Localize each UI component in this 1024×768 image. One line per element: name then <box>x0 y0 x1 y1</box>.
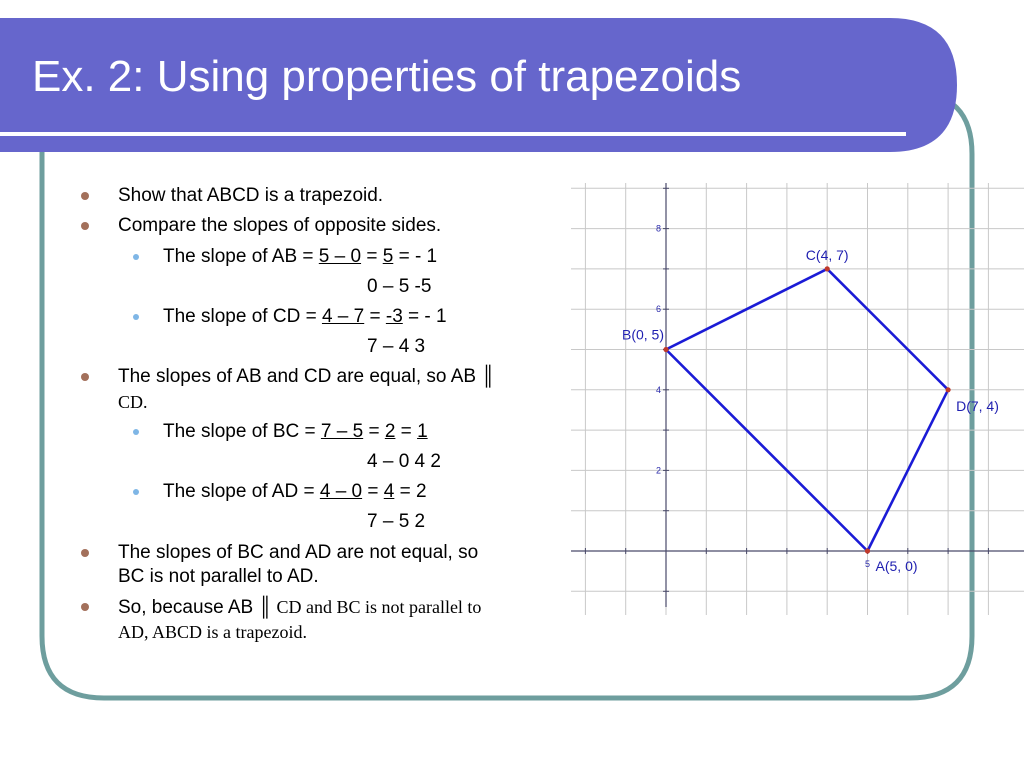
bullet-conclusion: So, because AB ║ CD and BC is not parallel to <box>118 597 482 618</box>
bullet-slope-ad: The slope of AD = 4 – 0 = 4 = 2 <box>163 481 427 502</box>
x-tick-label: 5 <box>864 559 871 569</box>
point-c <box>825 266 830 271</box>
point-label-d: D(7, 4) <box>956 397 999 414</box>
bullet-show-trapezoid: Show that ABCD is a trapezoid. <box>118 185 384 206</box>
slope-bc-denominator: 4 – 0 4 2 <box>367 451 441 472</box>
point-a <box>865 548 870 553</box>
slope-cd-denominator: 7 – 4 3 <box>367 336 426 357</box>
trapezoid-shape <box>666 269 948 551</box>
trapezoid-outline <box>666 269 948 551</box>
slope-ad-denominator: 7 – 5 2 <box>367 511 426 532</box>
bullet-bc-not-parallel-cont: BC is not parallel to AD. <box>118 566 319 587</box>
bullet-bc-not-parallel: The slopes of BC and AD are not equal, so <box>118 542 479 563</box>
y-tick-label: 6 <box>655 304 661 315</box>
point-label-a: A(5, 0) <box>875 558 918 574</box>
graph-axes <box>571 183 1024 607</box>
coordinate-graph <box>571 183 1024 615</box>
slide-title: Ex. 2: Using properties of trapezoids <box>32 52 742 101</box>
bullet-ab-parallel-cd: The slopes of AB and CD are equal, so AB ║ <box>118 366 495 387</box>
bullet-ab-parallel-cd-cont: CD. <box>118 392 148 412</box>
bullet-conclusion-cont: AD, ABCD is a trapezoid. <box>118 622 307 642</box>
point-label-c: C(4, 7) <box>805 246 849 263</box>
y-tick-label: 2 <box>655 465 661 476</box>
trapezoid-points <box>622 247 999 574</box>
y-tick-label: 8 <box>655 223 661 234</box>
slope-ab-denominator: 0 – 5 -5 <box>367 276 432 297</box>
bullet-slope-bc: The slope of BC = 7 – 5 = 2 = 1 <box>163 421 428 442</box>
point-label-b: B(0, 5) <box>621 326 664 343</box>
point-b <box>663 347 668 352</box>
point-d <box>946 387 951 392</box>
bullet-slope-ab: The slope of AB = 5 – 0 = 5 = - 1 <box>163 246 438 267</box>
y-tick-label: 4 <box>655 384 661 395</box>
bullet-compare-slopes: Compare the slopes of opposite sides. <box>118 215 442 236</box>
bullet-slope-cd: The slope of CD = 4 – 7 = -3 = - 1 <box>163 306 447 327</box>
